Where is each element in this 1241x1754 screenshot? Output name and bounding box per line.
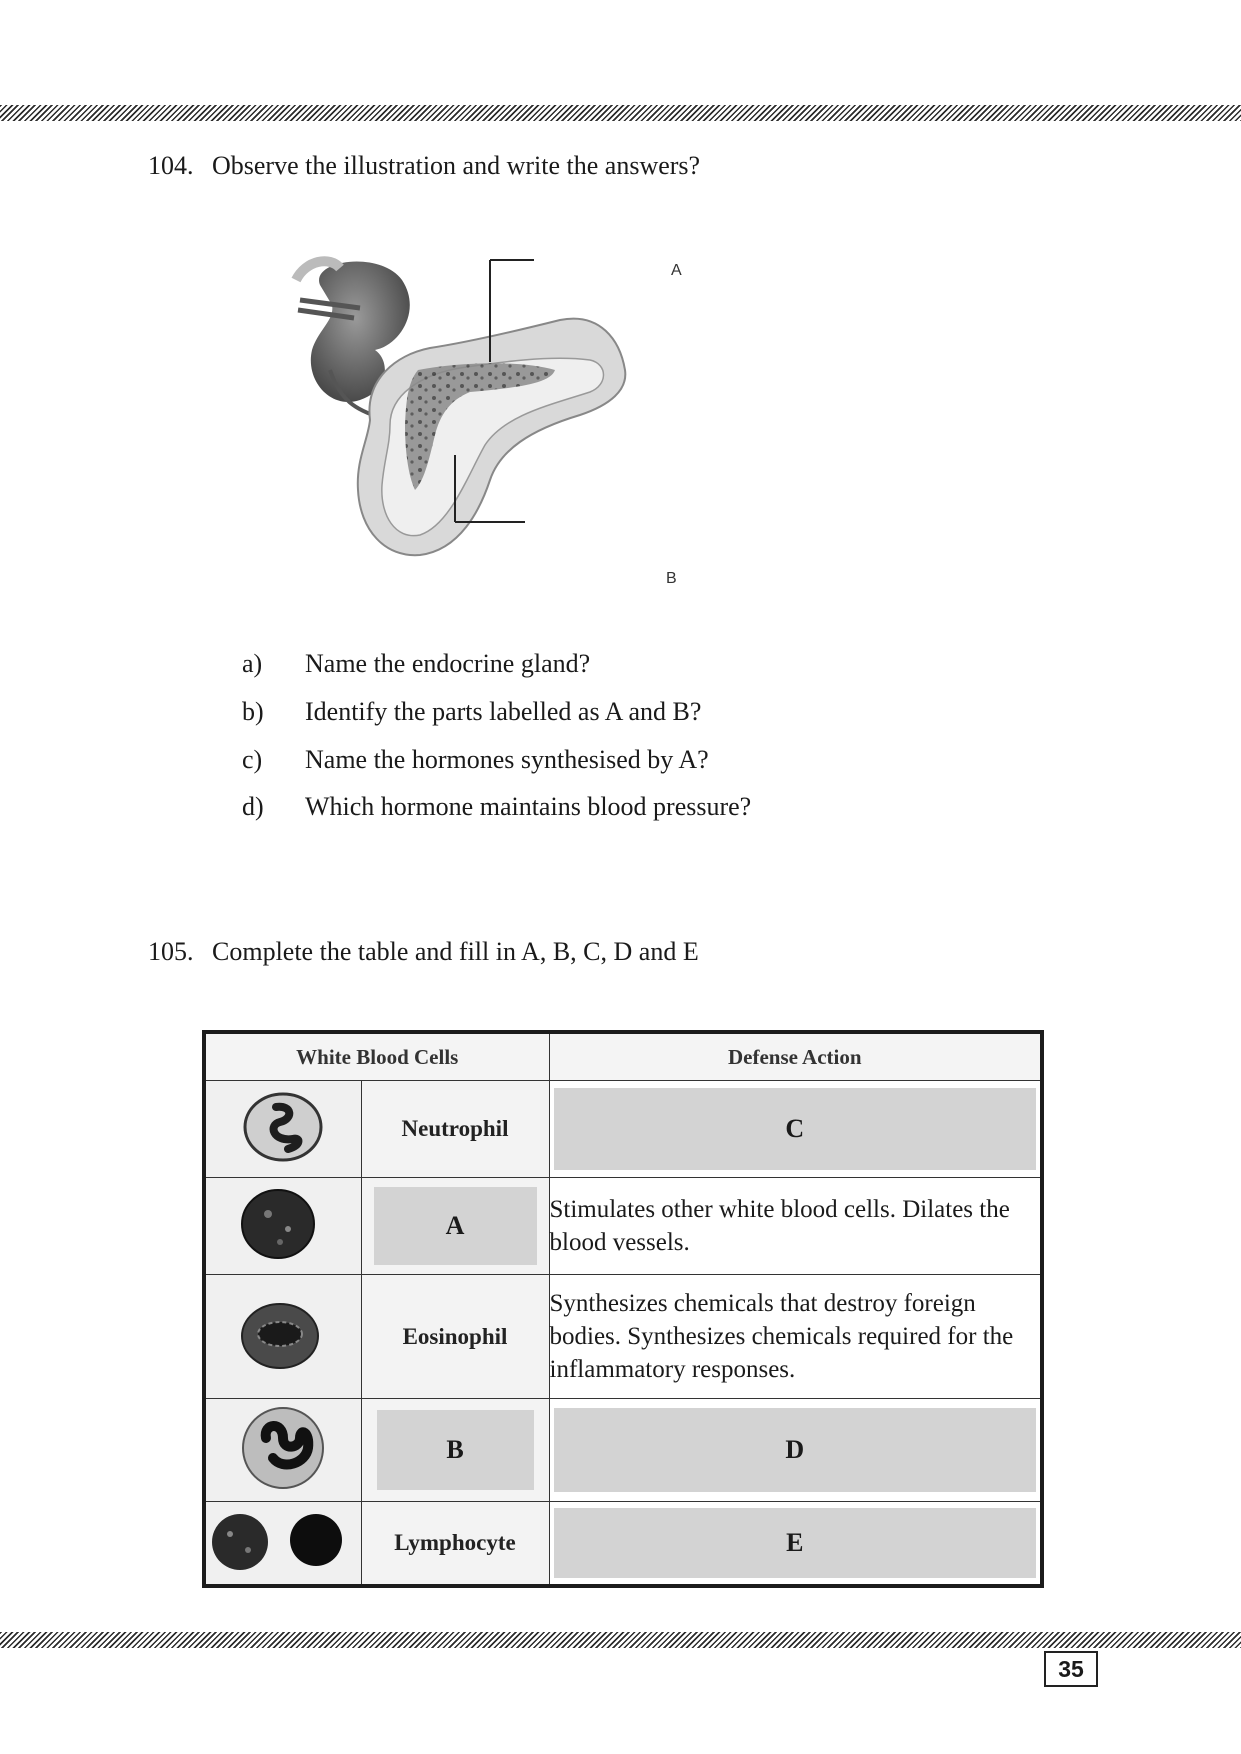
subquestion-letter: b)	[242, 697, 264, 726]
defense-text: Synthesizes chemicals that destroy foreign bodies. Synthesizes chemicals required for the inflammatory responses.	[549, 1275, 1042, 1399]
table-header-row	[204, 1032, 1042, 1081]
gland-cross-section	[358, 319, 626, 556]
bottom-hatch-border	[0, 1632, 1241, 1648]
monocyte-cell-image	[204, 1399, 361, 1502]
question-105	[148, 937, 699, 967]
blank-box: E	[554, 1508, 1037, 1578]
defense-text: Stimulates other white blood cells. Dilates the blood vessels.	[549, 1178, 1042, 1275]
blank-box: B	[377, 1410, 534, 1490]
eosinophil-icon	[238, 1294, 328, 1374]
table-row	[204, 1178, 1042, 1275]
b-name-cell	[361, 1399, 549, 1502]
a-name-cell	[361, 1178, 549, 1275]
neutrophil-cell-image	[204, 1081, 361, 1178]
answer-cell-d	[549, 1399, 1042, 1502]
subquestion-text: Identify the parts labelled as A and B?	[305, 697, 702, 726]
table-row	[204, 1399, 1042, 1502]
neutrophil-name-cell	[361, 1081, 549, 1178]
subquestion-b	[242, 697, 1042, 727]
lymphocyte-name-cell	[361, 1502, 549, 1587]
answer-cell-e	[549, 1502, 1042, 1587]
subquestion-letter: d)	[242, 792, 264, 821]
header-defense-action: Defense Action	[549, 1032, 1042, 1081]
adrenal-gland-diagram	[290, 250, 730, 620]
subquestion-c	[242, 745, 1042, 775]
subquestion-letter: c)	[242, 745, 263, 774]
subquestion-d	[242, 792, 1042, 822]
question-104	[148, 151, 700, 181]
cell-name: Neutrophil	[401, 1116, 509, 1141]
blank-box: D	[554, 1408, 1037, 1492]
header-white-blood-cells: White Blood Cells	[204, 1032, 549, 1081]
table-row	[204, 1275, 1042, 1399]
page-number: 35	[1044, 1651, 1098, 1687]
label-a: A	[671, 262, 682, 279]
subquestion-a	[242, 649, 1042, 679]
subquestion-letter: a)	[242, 649, 263, 678]
monocyte-icon	[238, 1403, 328, 1493]
cell-name: Eosinophil	[402, 1323, 508, 1349]
subquestion-text: Name the hormones synthesised by A?	[305, 745, 709, 774]
neutrophil-icon	[238, 1087, 328, 1167]
eosinophil-cell-image	[204, 1275, 361, 1399]
basophil-icon	[238, 1184, 328, 1264]
eosinophil-name-cell	[361, 1275, 549, 1399]
wbc-table	[202, 1030, 1044, 1588]
blank-box: A	[374, 1187, 537, 1265]
lymphocyte-cell-image	[204, 1502, 361, 1587]
subquestion-text: Name the endocrine gland?	[305, 649, 591, 678]
question-text: Complete the table and fill in A, B, C, D and E	[212, 937, 699, 966]
subquestion-text: Which hormone maintains blood pressure?	[305, 792, 752, 821]
label-b: B	[666, 570, 677, 587]
basophil-cell-image	[204, 1178, 361, 1275]
top-hatch-border	[0, 105, 1241, 121]
question-number: 104.	[148, 151, 194, 180]
table-row	[204, 1081, 1042, 1178]
question-number: 105.	[148, 937, 194, 966]
answer-cell-c	[549, 1081, 1042, 1178]
cell-name: Lymphocyte	[394, 1530, 516, 1555]
blank-box: C	[554, 1088, 1037, 1170]
table-row	[204, 1502, 1042, 1587]
lymphocyte-icon	[208, 1506, 358, 1576]
question-text: Observe the illustration and write the answers?	[212, 151, 701, 180]
